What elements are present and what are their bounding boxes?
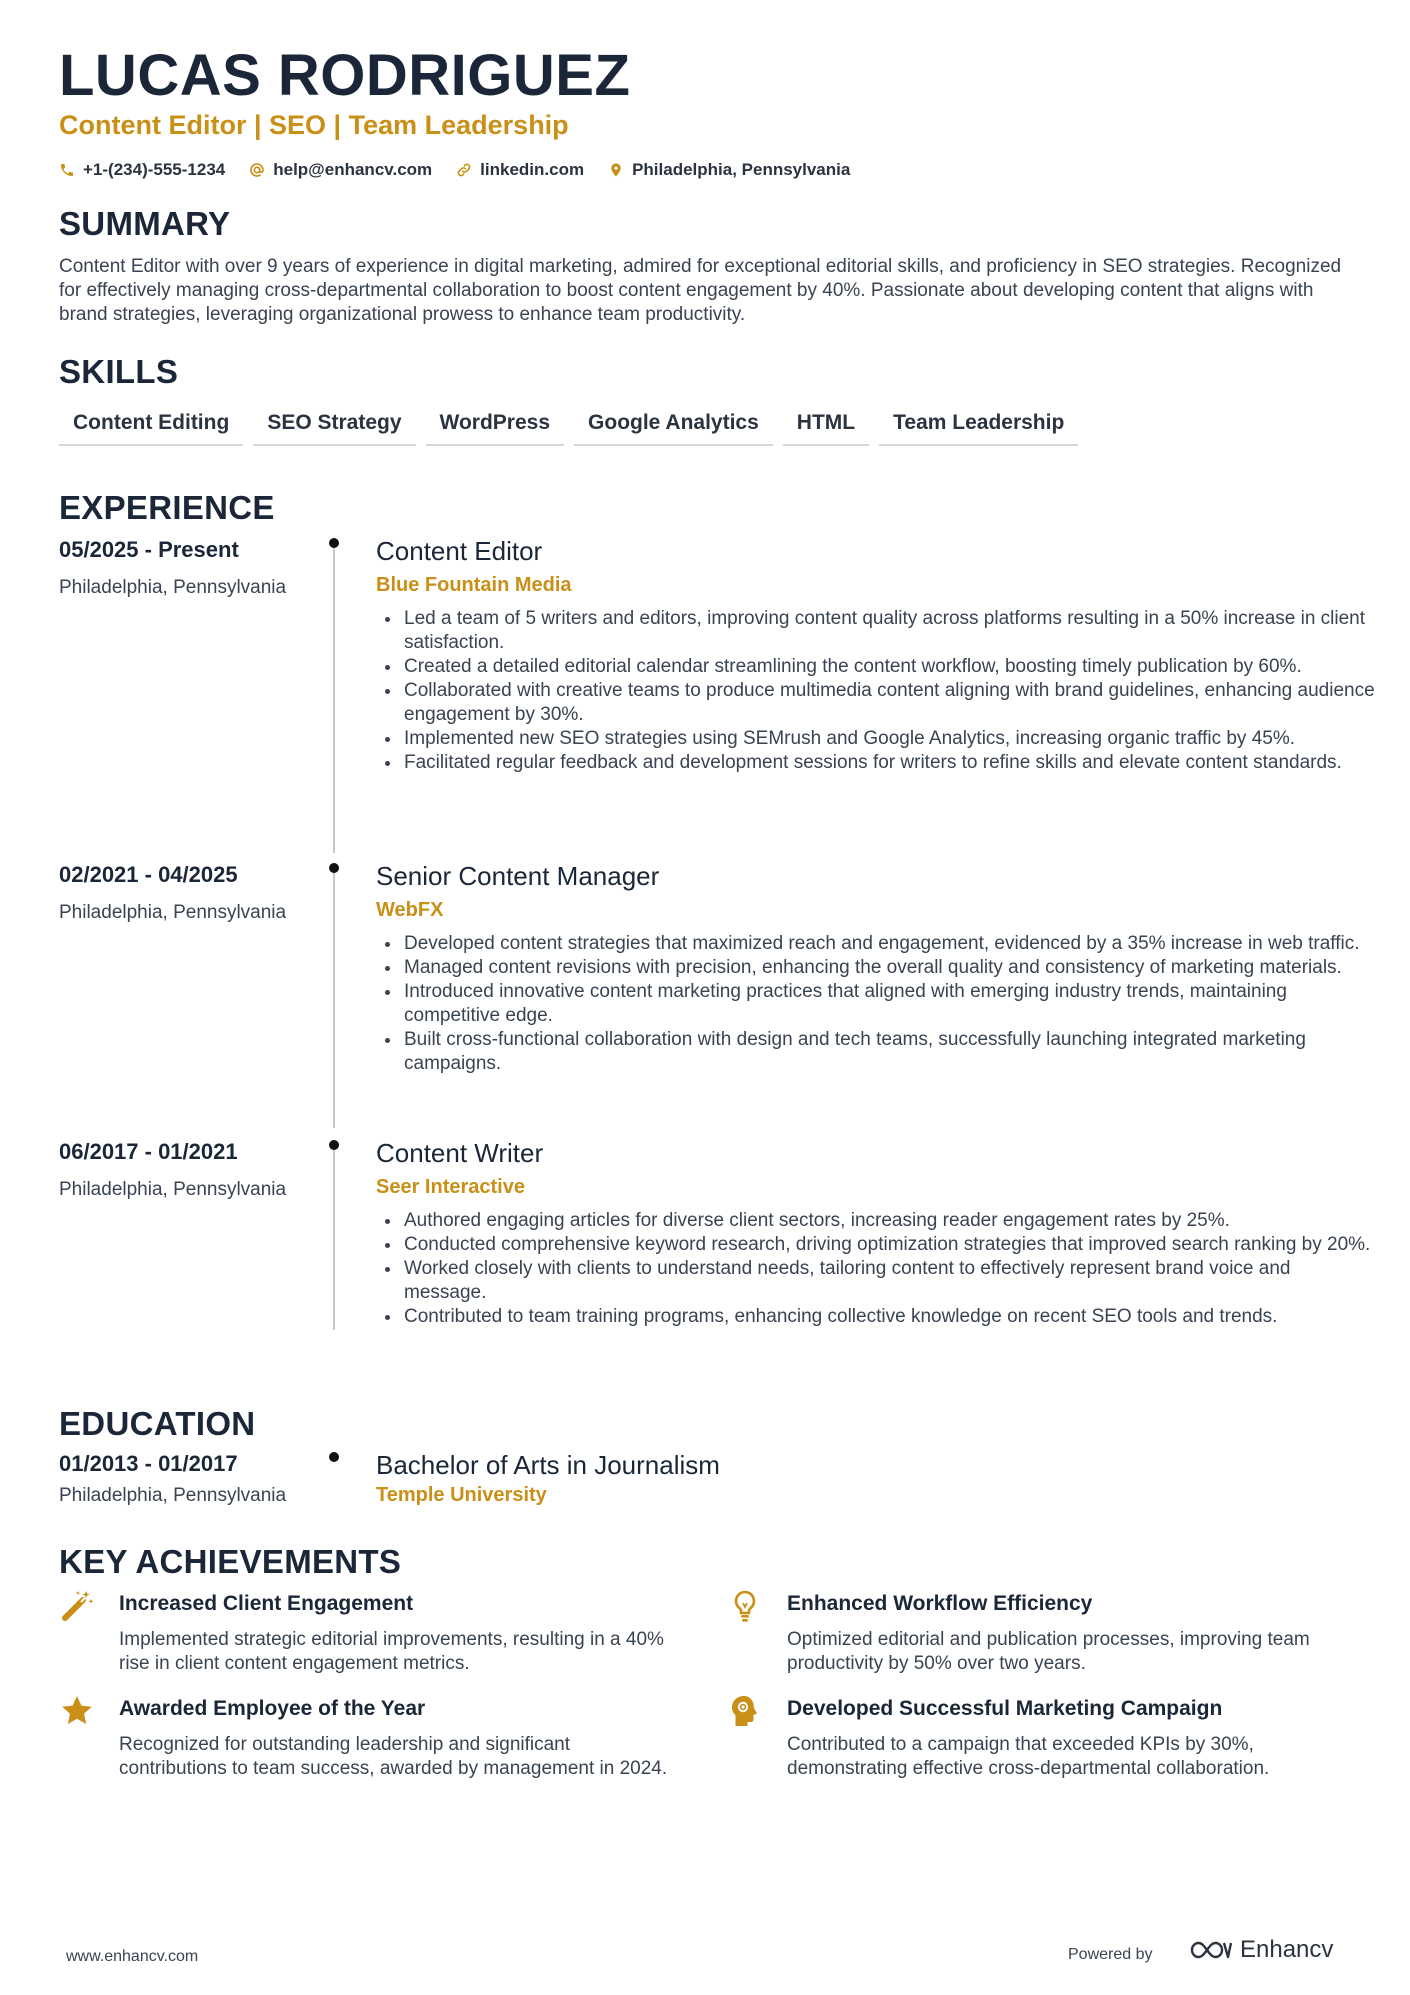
- experience-company: Seer Interactive: [376, 1176, 525, 1198]
- lightbulb-icon: [727, 1588, 763, 1624]
- skills-heading: SKILLS: [59, 353, 179, 390]
- experience-date: 05/2025 - Present: [59, 537, 239, 562]
- experience-role: Content Editor: [376, 536, 543, 566]
- achievement-title: Increased Client Engagement: [119, 1592, 414, 1615]
- achievement-title: Enhanced Workflow Efficiency: [787, 1592, 1093, 1615]
- link-icon: [456, 162, 472, 178]
- powered-by-label: Powered by: [1068, 1946, 1153, 1963]
- contact-email[interactable]: [249, 160, 432, 180]
- timeline-dot: [329, 1140, 339, 1150]
- magic-wand-icon: [59, 1588, 95, 1624]
- education-location: Philadelphia, Pennsylvania: [59, 1485, 287, 1506]
- achievement-title: Awarded Employee of the Year: [119, 1697, 426, 1720]
- contact-linkedin[interactable]: [456, 160, 584, 180]
- experience-date: 02/2021 - 04/2025: [59, 862, 238, 887]
- summary-heading: SUMMARY: [59, 205, 231, 242]
- contact-phone[interactable]: [59, 160, 225, 180]
- timeline-line: [333, 543, 335, 853]
- experience-company: Blue Fountain Media: [376, 574, 572, 596]
- contact-location: [608, 160, 850, 180]
- bullet-item: Worked closely with clients to understand needs, tailoring content to effectively represent brand voice and message.: [376, 1257, 1376, 1305]
- candidate-name: LUCAS RODRIGUEZ: [59, 43, 631, 108]
- at-icon: [249, 162, 265, 178]
- timeline-line: [333, 868, 335, 1128]
- experience-location: Philadelphia, Pennsylvania: [59, 1179, 287, 1200]
- bullet-item: Authored engaging articles for diverse client sectors, increasing reader engagement rates by 25%.: [376, 1209, 1376, 1233]
- experience-company: WebFX: [376, 899, 444, 921]
- achievement-desc: Recognized for outstanding leadership and significant contributions to team success, awarded by management in 2024.: [119, 1734, 668, 1779]
- experience-date: 06/2017 - 01/2021: [59, 1139, 238, 1164]
- experience-role: Content Writer: [376, 1138, 544, 1168]
- achievement-desc: Implemented strategic editorial improvements, resulting in a 40% rise in client content engagement metrics.: [119, 1629, 664, 1674]
- education-date: 01/2013 - 01/2017: [59, 1451, 238, 1476]
- timeline-dot: [329, 863, 339, 873]
- experience-location: Philadelphia, Pennsylvania: [59, 902, 287, 923]
- experience-bullets: [376, 1209, 1376, 1329]
- summary-text: Content Editor with over 9 years of experience in digital marketing, admired for exceptional editorial skills, and proficiency in SEO strategies. Recognized for effectively managing cross-departmental collaboration to boost content engagement by 40%. Passionate about developing content that aligns with brand strategies, leveraging organizational prowess to enhance team productivity.: [59, 256, 1342, 325]
- skill-tag: Google Analytics: [574, 408, 773, 446]
- skills-list: [59, 408, 1078, 446]
- achievement-desc: Optimized editorial and publication processes, improving team productivity by 50% over two years.: [787, 1629, 1310, 1674]
- education-heading: EDUCATION: [59, 1405, 256, 1442]
- bullet-item: Created a detailed editorial calendar streamlining the content workflow, boosting timely publication by 60%.: [376, 655, 1376, 679]
- star-icon: [59, 1693, 95, 1729]
- skill-tag: WordPress: [426, 408, 565, 446]
- candidate-title: Content Editor | SEO | Team Leadership: [59, 110, 569, 140]
- timeline-line: [333, 1145, 335, 1330]
- achievements-heading: KEY ACHIEVEMENTS: [59, 1543, 402, 1580]
- education-school: Temple University: [376, 1484, 547, 1506]
- contact-bar: [59, 160, 850, 180]
- bullet-item: Introduced innovative content marketing practices that aligned with emerging industry trends, maintaining competitive edge.: [376, 980, 1376, 1028]
- skill-tag: Team Leadership: [879, 408, 1078, 446]
- contact-phone-text: +1-(234)-555-1234: [83, 160, 226, 179]
- head-gear-icon: [727, 1693, 763, 1729]
- bullet-item: Conducted comprehensive keyword research, driving optimization strategies that improved search ranking by 20%.: [376, 1233, 1376, 1257]
- bullet-item: Led a team of 5 writers and editors, improving content quality across platforms resulting in a 50% increase in client satisfaction.: [376, 607, 1376, 655]
- skill-tag: HTML: [783, 408, 869, 446]
- achievement-title: Developed Successful Marketing Campaign: [787, 1697, 1223, 1720]
- education-degree: Bachelor of Arts in Journalism: [376, 1450, 720, 1480]
- experience-role: Senior Content Manager: [376, 861, 660, 891]
- skill-tag: Content Editing: [59, 408, 243, 446]
- experience-bullets: [376, 607, 1376, 775]
- bullet-item: Built cross-functional collaboration with design and tech teams, successfully launching integrated marketing campaigns.: [376, 1028, 1376, 1076]
- contact-email-text: help@enhancv.com: [273, 160, 433, 179]
- bullet-item: Implemented new SEO strategies using SEMrush and Google Analytics, increasing organic traffic by 45%.: [376, 727, 1376, 751]
- bullet-item: Contributed to team training programs, enhancing collective knowledge on recent SEO tools and trends.: [376, 1305, 1376, 1329]
- contact-linkedin-text: linkedin.com: [480, 160, 585, 179]
- enhancv-logo-icon: [1188, 1938, 1232, 1962]
- brand-logo[interactable]: [1188, 1936, 1333, 1964]
- timeline-dot: [329, 538, 339, 548]
- timeline-dot: [329, 1452, 339, 1462]
- bullet-item: Developed content strategies that maximized reach and engagement, evidenced by a 35% increase in web traffic.: [376, 932, 1376, 956]
- experience-bullets: [376, 932, 1376, 1076]
- bullet-item: Collaborated with creative teams to produce multimedia content aligning with brand guidelines, enhancing audience engagement by 30%.: [376, 679, 1376, 727]
- experience-heading: EXPERIENCE: [59, 489, 275, 526]
- location-icon: [608, 162, 624, 178]
- skill-tag: SEO Strategy: [253, 408, 415, 446]
- bullet-item: Managed content revisions with precision, enhancing the overall quality and consistency of marketing materials.: [376, 956, 1376, 980]
- contact-location-text: Philadelphia, Pennsylvania: [632, 160, 851, 179]
- phone-icon: [59, 162, 75, 178]
- brand-name: Enhancv: [1240, 1936, 1334, 1963]
- achievement-desc: Contributed to a campaign that exceeded KPIs by 30%, demonstrating effective cross-departmental collaboration.: [787, 1734, 1270, 1779]
- experience-location: Philadelphia, Pennsylvania: [59, 577, 287, 598]
- bullet-item: Facilitated regular feedback and development sessions for writers to refine skills and elevate content standards.: [376, 751, 1376, 775]
- footer-url[interactable]: www.enhancv.com: [66, 1948, 199, 1965]
